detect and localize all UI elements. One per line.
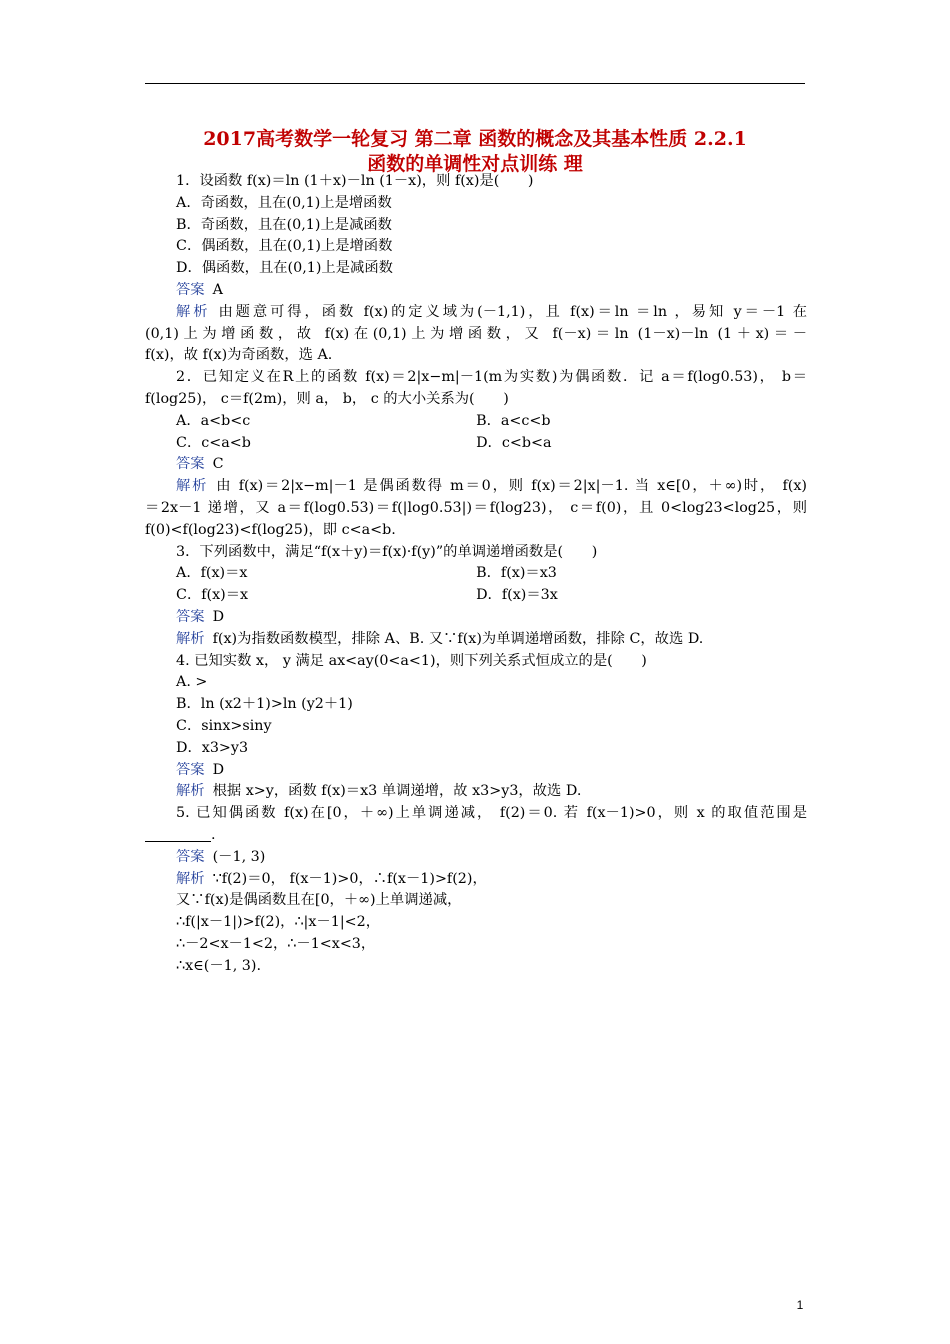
question-2-analysis-end: f(0)<f(log23)<f(log25)，即 c<a<b. <box>145 521 396 538</box>
question-2-stem-cont: f(log25)， c＝f(2m)，则 a， b， c 的大小关系为( ) <box>145 390 509 407</box>
question-1-answer: 答案 A <box>176 281 223 298</box>
question-2-options-ab <box>145 411 807 433</box>
question-5-analysis-line-4: ∴－2<x－1<2，∴－1<x<3， <box>176 935 376 952</box>
question-1-analysis: 解析 由题意可得，函数 f(x)的定义域为(－1,1)，且 f(x)＝ln ＝ln ，易知 y＝－1 在 <box>176 303 807 320</box>
question-2-answer: 答案 C <box>176 456 224 473</box>
question-1-stem: 1．设函数 f(x)＝ln (1＋x)－ln (1－x)，则 f(x)是( ) <box>176 173 534 189</box>
question-1-option-d: D．偶函数，且在(0,1)上是减函数 <box>176 260 393 277</box>
question-3-options-ab <box>145 563 807 585</box>
question-3-option-c: C．f(x)＝x <box>176 587 249 604</box>
question-2-analysis-cont: ＝2x－1 递增，又 a＝f(log0.53)＝f(|log0.53|)＝f(log23)， c＝f(0)，且 0<log23<log25，则 <box>145 499 807 516</box>
question-5-analysis-line-2: 又∵f(x)是偶函数且在[0，＋∞)上单调递减， <box>176 892 462 909</box>
document-body <box>145 171 807 977</box>
question-1-option-a: A．奇函数，且在(0,1)上是增函数 <box>176 194 392 211</box>
header-rule <box>145 83 805 84</box>
title-line-2: 函数的单调性对点训练 理 <box>367 153 583 175</box>
question-4-stem: 4. 已知实数 x， y 满足 ax<ay(0<a<1)，则下列关系式恒成立的是( ) <box>176 652 647 669</box>
question-3-option-d: D．f(x)＝3x <box>476 587 558 604</box>
question-3-options-cd <box>145 585 807 607</box>
page-number: 1 <box>796 1298 804 1312</box>
question-2-option-b: B．a<c<b <box>476 412 551 429</box>
question-2-analysis: 解析 由 f(x)＝2|x−m|－1 是偶函数得 m＝0，则 f(x)＝2|x|－1. 当 x∈[0，＋∞)时， f(x) <box>176 478 807 495</box>
question-4-analysis: 解析 根据 x>y，函数 f(x)＝x3 单调递增，故 x3>y3，故选 D. <box>176 783 582 800</box>
question-2-option-d: D．c<b<a <box>476 434 552 451</box>
question-5-answer: 答案 (－1, 3) <box>176 848 266 865</box>
question-5-analysis-line-3: ∴f(|x－1|)>f(2)，∴|x－1|<2， <box>176 914 381 931</box>
analysis-label: 解析 <box>176 303 211 320</box>
answer-blank <box>145 827 211 842</box>
question-1-analysis-cont: (0,1)上为增函数，故 f(x)在(0,1)上为增函数，又 f(－x)＝ln (1－x)－ln (1＋x)＝－ <box>145 325 807 342</box>
title-line-1: 2017高考数学一轮复习 第二章 函数的概念及其基本性质 2.2.1 <box>203 128 747 150</box>
question-5-analysis-line-5: ∴x∈(－1, 3). <box>176 957 262 974</box>
question-2-options-cd <box>145 433 807 455</box>
document-title <box>145 127 805 177</box>
question-4-option-a: A. > <box>176 674 208 691</box>
answer-label: 答案 <box>176 281 205 298</box>
question-5-stem: 5. 已知偶函数 f(x)在[0，＋∞)上单调递减， f(2)＝0. 若 f(x－1)>0，则 x 的取值范围是 <box>176 805 807 822</box>
question-5-analysis: 解析 ∵f(2)＝0， f(x－1)>0，∴f(x－1)>f(2)， <box>176 870 487 887</box>
question-4-answer: 答案 D <box>176 761 225 778</box>
question-5-blank-line: . <box>145 825 807 847</box>
question-2-option-a: A．a<b<c <box>176 412 251 429</box>
question-2-option-c: C．c<a<b <box>176 434 251 451</box>
question-3-option-b: B．f(x)＝x3 <box>476 565 557 582</box>
question-3-analysis: 解析 f(x)为指数函数模型，排除 A、B. 又∵f(x)为单调递增函数，排除 C，故选 D. <box>176 630 704 647</box>
question-3-stem: 3．下列函数中，满足“f(x＋y)＝f(x)·f(y)”的单调递增函数是( ) <box>176 543 598 560</box>
question-4-option-d: D．x3>y3 <box>176 739 249 756</box>
question-3-answer: 答案 D <box>176 608 225 625</box>
question-1-analysis-end: f(x)，故 f(x)为奇函数，选 A. <box>145 347 333 364</box>
question-4-option-b: B．ln (x2＋1)>ln (y2＋1) <box>176 696 353 713</box>
question-2-stem: 2．已知定义在R上的函数 f(x)＝2|x−m|－1(m为实数)为偶函数．记 a＝f(log0.53)， b＝ <box>176 369 807 386</box>
question-4-option-c: C．sinx>siny <box>176 717 272 734</box>
question-3-option-a: A．f(x)＝x <box>176 565 248 582</box>
question-1-option-b: B．奇函数，且在(0,1)上是减函数 <box>176 216 392 233</box>
question-1-option-c: C．偶函数，且在(0,1)上是增函数 <box>176 238 393 255</box>
